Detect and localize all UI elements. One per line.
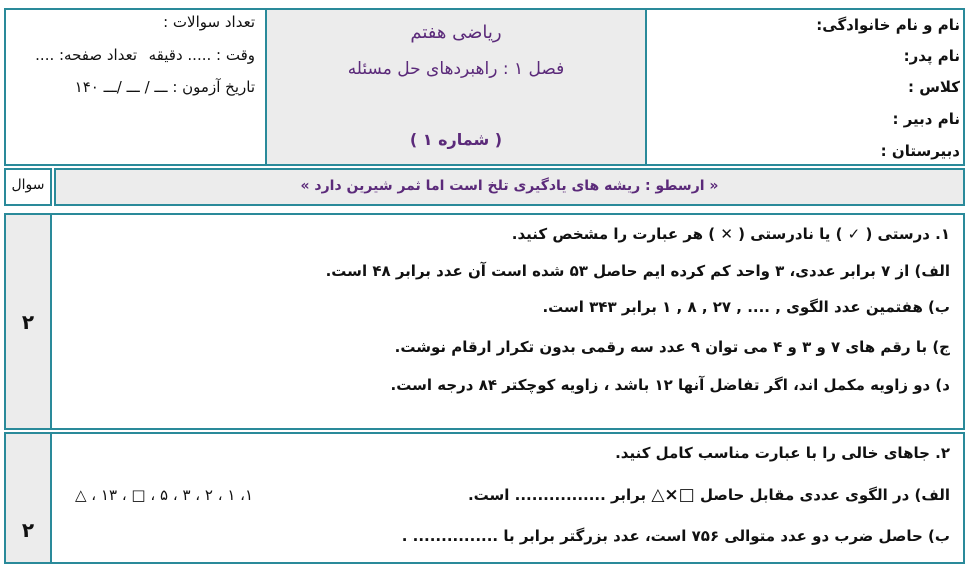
exam-date-label: تاریخ آزمون : ـــ / ـــ /ـــ ۱۴۰ [74, 78, 255, 96]
q2-item-b: ب) حاصل ضرب دو عدد متوالی ۷۵۶ است، عدد بزرگتر برابر با ............... . [401, 527, 950, 545]
q1-item-d: د) دو زاویه مکمل اند، اگر تفاضل آنها ۱۲ باشد ، زاویه کوچکتر ۸۴ درجه است. [390, 376, 950, 394]
triangle-times-square-expression: △×□ [651, 485, 695, 505]
student-name-label: نام و نام خانوادگی: [816, 16, 960, 34]
school-label: دبیرستان : [880, 142, 960, 160]
q1-item-b: ب) هفتمین عدد الگوی , .... , ۲۷ , ۸ , ۱ برابر ۳۴۳ است. [542, 298, 950, 316]
class-label: کلاس : [907, 78, 960, 96]
pages-count-label: تعداد صفحه: .... [35, 46, 137, 64]
q2-score: ۲ [21, 518, 35, 542]
chapter-title: فصل ۱ : راهبردهای حل مسئله [347, 59, 565, 79]
father-name-label: نام پدر: [903, 47, 960, 65]
q2-item-a [468, 485, 950, 505]
q1-item-c: ج) با رقم های ۷ و ۳ و ۴ می توان ۹ عدد سه رقمی بدون تکرار ارقام نوشت. [394, 338, 950, 356]
q1-item-a: الف) از ۷ برابر عددی، ۳ واحد کم کرده ایم حاصل ۵۳ شده است آن عدد برابر ۴۸ است. [325, 262, 950, 280]
q1-score: ۲ [21, 310, 35, 334]
subject-title: ریاضی هفتم [410, 22, 502, 43]
quote-text: « ارسطو : ریشه های یادگیری تلخ است اما ثمر شیرین دارد » [300, 178, 719, 194]
q1-content-cell [50, 213, 965, 430]
time-label: وقت : ..... دقیقه [148, 46, 255, 64]
q2-title: ۲. جاهای خالی را با عبارت مناسب کامل کنید. [615, 444, 950, 462]
teacher-name-label: نام دبیر : [892, 110, 960, 128]
q2-number-sequence: ۱، ۱ ، ۲ ، ۳ ، ۵ ، □ ، ۱۳ ، △ [75, 486, 254, 504]
q2-score-cell [4, 432, 52, 564]
question-column-label: سوال [11, 177, 45, 193]
questions-count-label: تعداد سوالات : [163, 13, 255, 31]
exam-number: ( شماره ۱ ) [409, 130, 503, 149]
q2-item-a-rest: برابر ................ است. [467, 486, 647, 504]
q1-title: ۱. درستی ( ✓ ) یا نادرستی ( ✕ ) هر عبارت را مشخص کنید. [511, 225, 950, 243]
q2-item-a-text: الف) در الگوی عددی مقابل حاصل [699, 486, 950, 504]
